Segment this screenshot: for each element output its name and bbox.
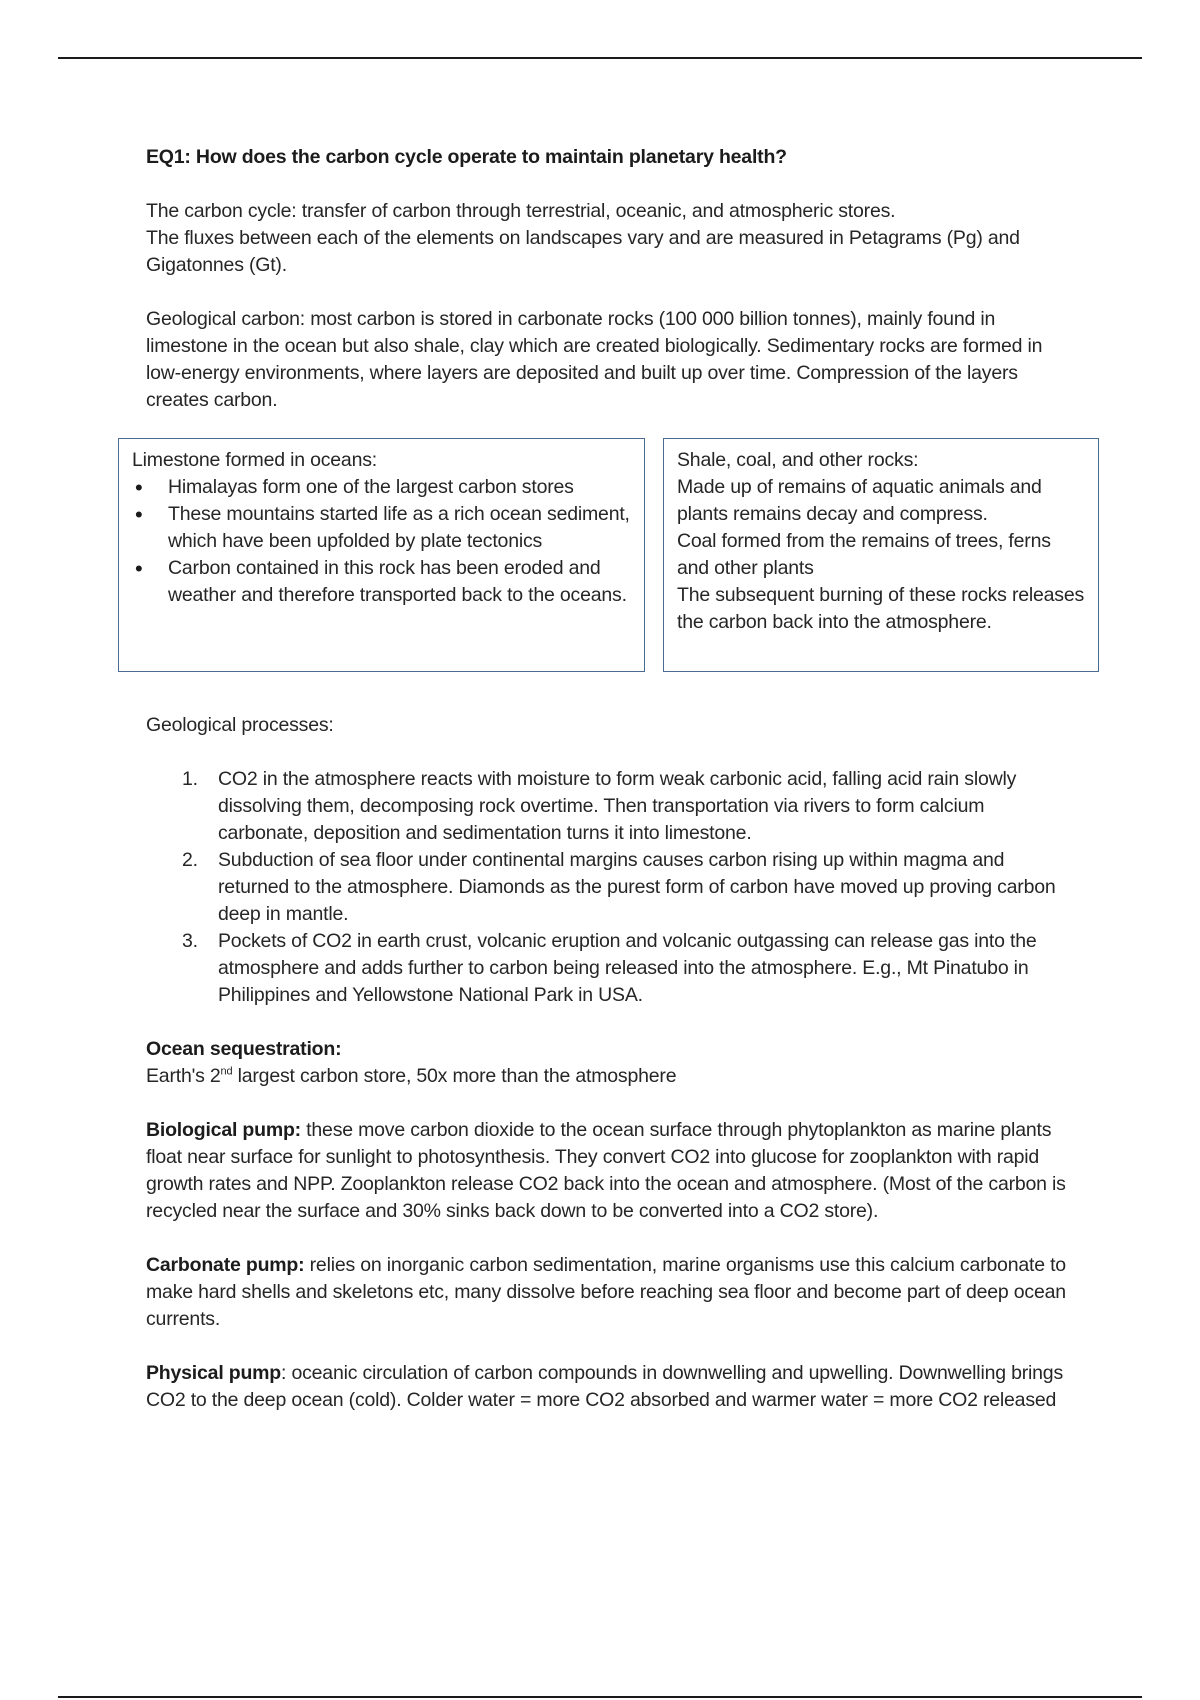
shale-coal-heading: Shale, coal, and other rocks:	[677, 449, 919, 471]
physical-pump-paragraph: Physical pump: oceanic circulation of carbon compounds in downwelling and upwelling. Downwelling brings CO2 to the deep ocean (cold). Colder water = more CO2 absorbed and warmer water = more CO2 released	[146, 1362, 1063, 1411]
carbonate-pump-paragraph: Carbonate pump: relies on inorganic carbon sedimentation, marine organisms use this calcium carbonate to make hard shells and skeletons etc, many dissolve before reaching sea floor and become part of deep ocean currents.	[146, 1254, 1066, 1330]
processes-heading: Geological processes:	[146, 714, 334, 736]
process-item	[182, 766, 1066, 847]
document-title: EQ1: How does the carbon cycle operate to maintain planetary health?	[146, 146, 787, 168]
process-text: CO2 in the atmosphere reacts with moisture to form weak carbonic acid, falling acid rain slowly dissolving them, decomposing rock overtime. Then transportation via rivers to form calcium carbonate, deposition and sedimentation turns it into limestone.	[218, 768, 1017, 844]
process-text: Subduction of sea floor under continental margins causes carbon rising up within magma and returned to the atmosphere. Diamonds as the purest form of carbon have moved up proving carbon deep in mantle.	[218, 849, 1056, 925]
intro-section	[146, 198, 1066, 279]
document-body	[132, 144, 1085, 1414]
biological-pump-label: Biological pump:	[146, 1119, 301, 1141]
processes-list	[146, 766, 1066, 1009]
physical-pump-label: Physical pump	[146, 1362, 282, 1384]
limestone-bullet: • Himalayas form one of the largest carbon stores	[132, 474, 632, 501]
shale-coal-line: The subsequent burning of these rocks releases the carbon back into the atmosphere.	[677, 584, 1085, 633]
ocean-store-line: Earth's 2nd largest carbon store, 50x more than the atmosphere	[146, 1065, 677, 1087]
process-number: 2.	[182, 849, 198, 871]
shale-coal-box	[663, 438, 1099, 672]
ocean-heading: Ocean sequestration:	[146, 1038, 342, 1060]
limestone-bullet: • Carbon contained in this rock has been eroded and weather and therefore transported back to the oceans.	[132, 555, 632, 609]
limestone-heading: Limestone formed in oceans:	[132, 449, 377, 471]
shale-coal-line: Made up of remains of aquatic animals and plants remains decay and compress.	[677, 476, 1042, 525]
limestone-bullet-list	[132, 474, 632, 609]
intro-line: The carbon cycle: transfer of carbon through terrestrial, oceanic, and atmospheric stores.	[146, 200, 896, 222]
rock-types-boxes	[118, 438, 1118, 674]
ocean-section	[146, 1036, 1066, 1090]
shale-coal-line: Coal formed from the remains of trees, ferns and other plants	[677, 530, 1051, 579]
process-item	[182, 847, 1066, 928]
intro-line: The fluxes between each of the elements on landscapes vary and are measured in Petagrams (Pg) and Gigatonnes (Gt).	[146, 227, 1020, 276]
limestone-bullet: • These mountains started life as a rich ocean sediment, which have been upfolded by plate tectonics	[132, 501, 632, 555]
process-item	[182, 928, 1066, 1009]
process-number: 3.	[182, 930, 198, 952]
geological-carbon-paragraph: Geological carbon: most carbon is stored in carbonate rocks (100 000 billion tonnes), mainly found in limestone in the ocean but also shale, clay which are created biologically. Sedimentary rocks are formed in low-energy environments, where layers are deposited and built up over time. Compression of the layers creates carbon.	[146, 308, 1043, 411]
carbonate-pump-label: Carbonate pump:	[146, 1254, 305, 1276]
biological-pump-paragraph: Biological pump: these move carbon dioxide to the ocean surface through phytoplankton as marine plants float near surface for sunlight to photosynthesis. They convert CO2 into glucose for zooplankton with rapid growth rates and NPP. Zooplankton release CO2 back into the ocean and atmosphere. (Most of the carbon is recycled near the surface and 30% sinks back down to be converted into a CO2 store).	[146, 1119, 1066, 1222]
header-rule	[58, 57, 1142, 59]
footer-rule	[58, 1696, 1142, 1698]
limestone-box	[118, 438, 645, 672]
process-text: Pockets of CO2 in earth crust, volcanic eruption and volcanic outgassing can release gas into the atmosphere and adds further to carbon being released into the atmosphere. E.g., Mt Pinatubo in Philippines and Yellowstone National Park in USA.	[218, 930, 1037, 1006]
process-number: 1.	[182, 768, 198, 790]
